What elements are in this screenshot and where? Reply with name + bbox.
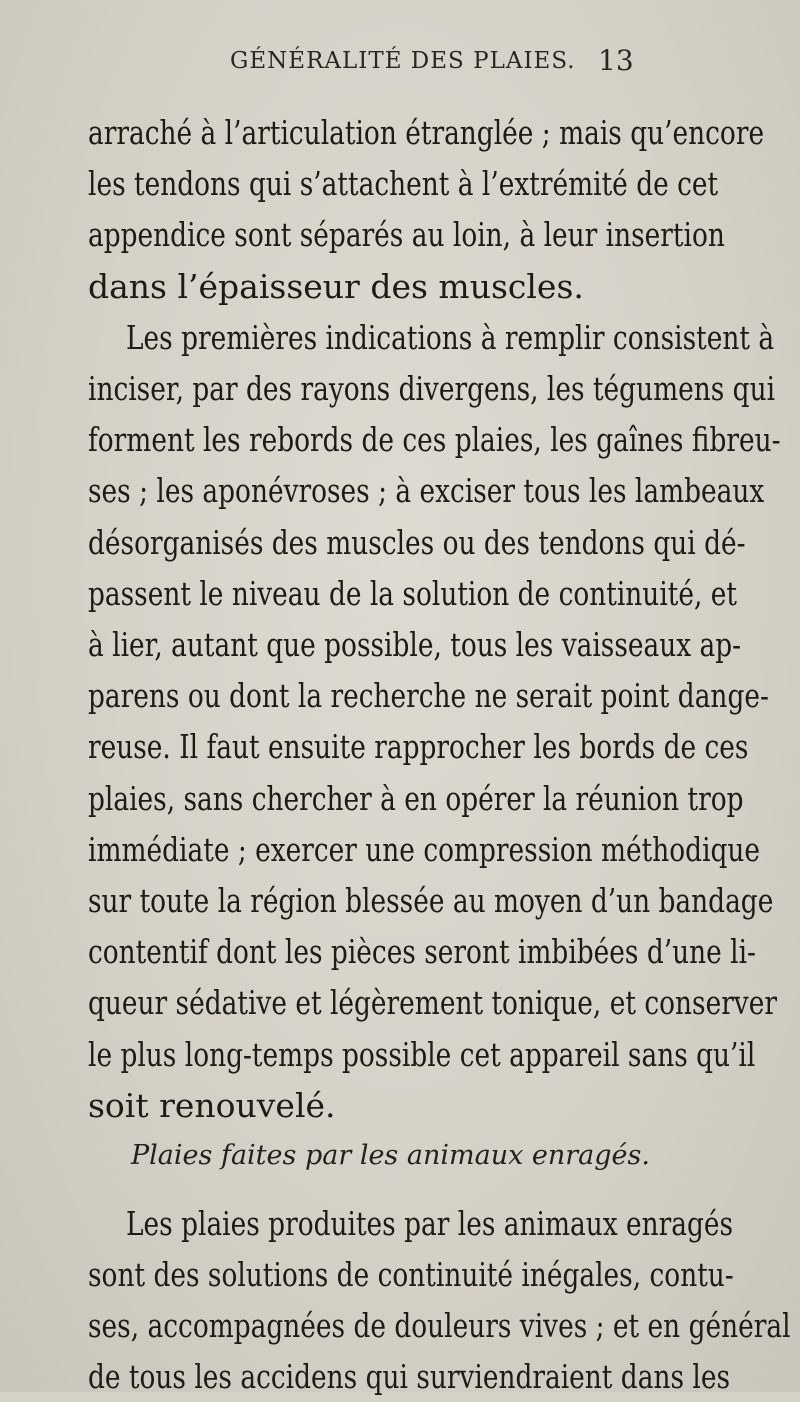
text-line: dans l’épaisseur des muscles. xyxy=(88,266,584,306)
text-line: inciser, par des rayons divergens, les tégumens qui xyxy=(88,369,776,408)
text-line: passent le niveau de la solution de continuité, et xyxy=(88,573,738,613)
text-line: arraché à l’articulation étranglée ; mais qu’encore xyxy=(88,113,765,152)
text-line: forment les rebords de ces plaies, les gaînes fibreu- xyxy=(88,420,781,460)
text-line: reuse. Il faut ensuite rapprocher les bords de ces xyxy=(88,727,749,767)
text-line: immédiate ; exercer une compression méthodique xyxy=(88,829,761,869)
text-line: à lier, autant que possible, tous les vaisseaux ap- xyxy=(88,625,742,664)
text-line: parens ou dont la recherche ne serait point dange- xyxy=(88,676,769,716)
text-line: le plus long-temps possible cet appareil sans qu’il xyxy=(88,1034,756,1074)
text-line: Les plaies produites par les animaux enragés xyxy=(126,1203,734,1243)
text-line: appendice sont séparés au loin, à leur insertion xyxy=(88,215,725,255)
text-line: queur sédative et légèrement tonique, et conserver xyxy=(88,983,777,1023)
text-line: sont des solutions de continuité inégales, contu- xyxy=(88,1254,734,1294)
text-line: ses ; les aponévroses ; à exciser tous les lambeaux xyxy=(88,471,765,511)
running-head xyxy=(0,38,800,78)
text-line: Les premières indications à remplir consistent à xyxy=(126,317,775,357)
text-line: ses, accompagnées de douleurs vives ; et en général xyxy=(88,1305,791,1345)
page-number: 13 xyxy=(598,44,634,77)
text-line: sur toute la région blessée au moyen d’un bandage xyxy=(88,881,774,920)
text-line: désorganisés des muscles ou des tendons qui dé- xyxy=(88,522,746,562)
running-title: GÉNÉRALITÉ DES PLAIES. xyxy=(230,48,576,74)
text-line: contentif dont les pièces seront imbibées d’une li- xyxy=(88,932,756,972)
text-line: de tous les accidens qui surviendraient dans les xyxy=(88,1357,731,1397)
section-heading: Plaies faites par les animaux enragés. xyxy=(131,1140,650,1171)
text-line: plaies, sans chercher à en opérer la réunion trop xyxy=(88,778,744,818)
text-line: les tendons qui s’attachent à l’extrémité de cet xyxy=(88,164,719,204)
text-line: soit renouvelé. xyxy=(88,1085,336,1125)
